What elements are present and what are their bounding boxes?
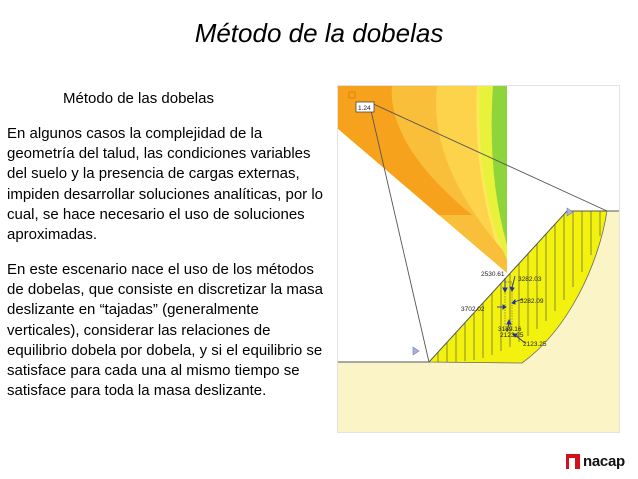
force-label: 3702.02 [461,306,485,313]
force-label: 3189.16 [498,326,522,333]
force-label: 3282.09 [520,298,544,305]
logo-text: nacap [583,452,625,470]
safety-factor-label: 1.24 [358,105,371,112]
paragraph-intro: En algunos casos la complejidad de la geometría del talud, las condiciones variables del suelo y la presencia de cargas externas, impiden desarrollar soluciones analíticas, por lo cual, se hace necesario el uso de soluciones aproximadas. [7,125,323,244]
slope-stability-figure [337,85,620,433]
force-label: 2123.25 [523,341,547,348]
paragraph-method: En este escenario nace el uso de los métodos de dobelas, que consiste en discretizar la masa deslizante en “tajadas” (generalmente verticales), considerar las relaciones de equilibrio dobela por dobela, y si el equilibrio se satisface para cada una al mismo tiempo se satisface para toda la masa deslizante. [7,261,324,400]
slide-subtitle: Método de las dobelas [63,90,214,107]
slide-title: Método de la dobelas [194,18,444,48]
inacap-logo-icon [566,454,580,469]
safety-factor-contour-grid [337,85,507,275]
inacap-logo [566,453,625,469]
force-label: 2530.61 [481,271,505,278]
force-label: 2123.25 [500,332,524,339]
force-label: 3282.03 [518,276,542,283]
